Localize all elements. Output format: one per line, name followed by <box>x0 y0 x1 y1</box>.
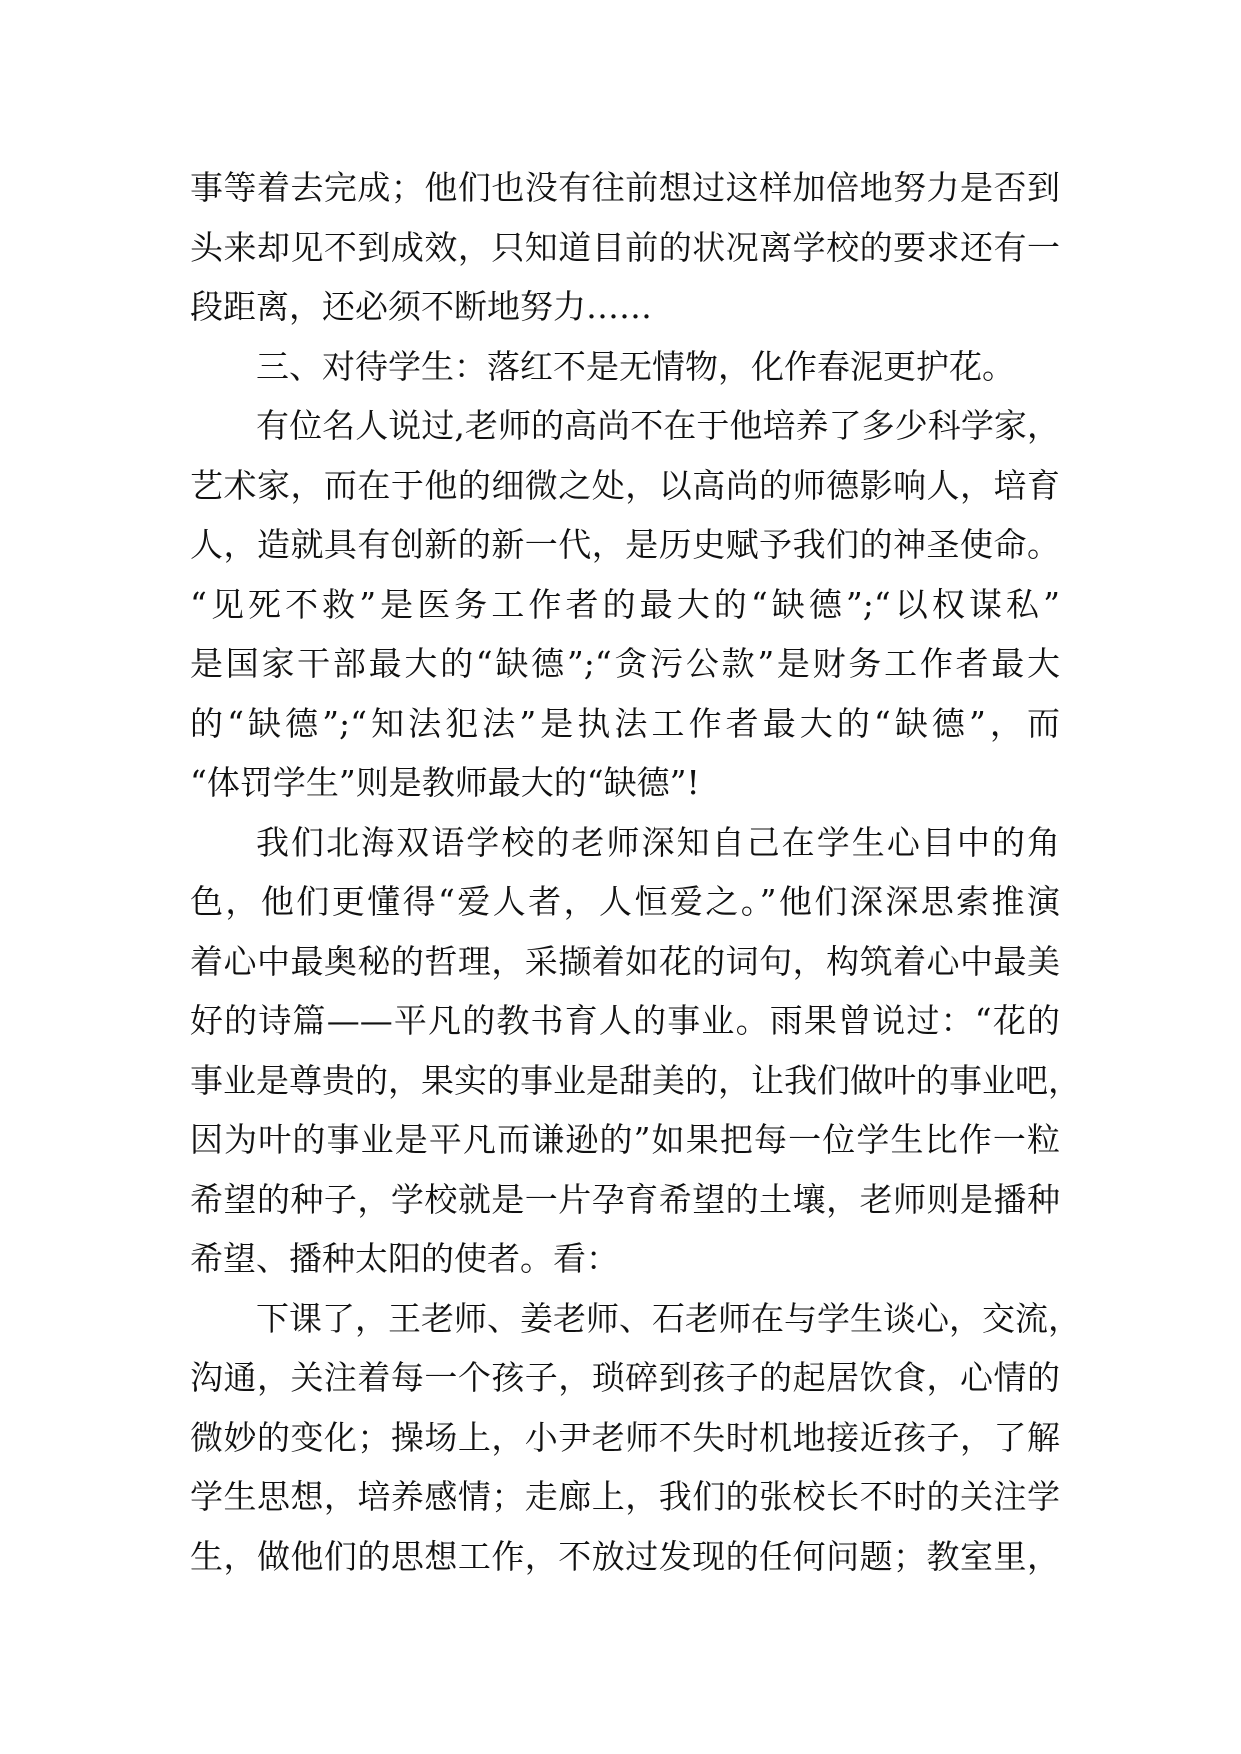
text-line: 是国家干部最大的“缺德”;“贪污公款”是财务工作者最大 <box>190 644 1060 683</box>
document-body <box>190 158 1081 1586</box>
text-line: 着心中最奥秘的哲理，采撷着如花的词句，构筑着心中最美 <box>190 941 1060 981</box>
paragraph <box>190 813 1081 1289</box>
text-line: 事等着去完成；他们也没有往前想过这样加倍地努力是否到 <box>190 168 1060 207</box>
text-line: 有位名人说过,老师的高尚不在于他培养了多少科学家， <box>256 406 1060 445</box>
text-line: 色，他们更懂得“爱人者，人恒爱之。”他们深深思索推演 <box>190 882 1060 921</box>
text-line: 生，做他们的思想工作，不放过发现的任何问题；教室里， <box>190 1536 1060 1576</box>
text-line: 因为叶的事业是平凡而谦逊的”如果把每一位学生比作一粒 <box>190 1120 1060 1159</box>
text-line: 头来却见不到成效，只知道目前的状况离学校的要求还有一 <box>190 227 1060 267</box>
text-line: “见死不救”是医务工作者的最大的“缺德”;“以权谋私” <box>190 584 1060 624</box>
text-line: 学生思想，培养感情；走廊上，我们的张校长不时的关注学 <box>190 1477 1060 1516</box>
paragraph <box>190 396 1060 813</box>
text-line: 段距离，还必须不断地努力…… <box>190 287 652 326</box>
text-line: 好的诗篇——平凡的教书育人的事业。雨果曾说过：“花的 <box>190 1001 1060 1040</box>
text-line: “体罚学生”则是教师最大的“缺德”! <box>190 763 700 802</box>
text-line: 沟通，关注着每一个孩子，琐碎到孩子的起居饮食，心情的 <box>190 1358 1060 1397</box>
text-line: 希望、播种太阳的使者。看： <box>190 1239 619 1278</box>
text-line: 下课了，王老师、姜老师、石老师在与学生谈心，交流， <box>256 1298 1081 1338</box>
text-line: 我们北海双语学校的老师深知自己在学生心目中的角 <box>256 822 1060 862</box>
heading-text: 三、对待学生：落红不是无情物，化作春泥更护花。 <box>256 346 1015 386</box>
text-line: 的“缺德”;“知法犯法”是执法工作者最大的“缺德”，而 <box>190 703 1060 743</box>
text-line: 艺术家，而在于他的细微之处，以高尚的师德影响人，培育 <box>190 465 1060 505</box>
section-heading <box>190 337 1060 397</box>
paragraph <box>190 158 1060 337</box>
text-line: 微妙的变化；操场上，小尹老师不失时机地接近孩子，了解 <box>190 1417 1060 1457</box>
text-line: 事业是尊贵的，果实的事业是甜美的，让我们做叶的事业吧， <box>190 1060 1081 1100</box>
text-line: 人，造就具有创新的新一代，是历史赋予我们的神圣使命。 <box>190 525 1060 564</box>
text-line: 希望的种子，学校就是一片孕育希望的土壤，老师则是播种 <box>190 1179 1060 1219</box>
paragraph <box>190 1289 1081 1587</box>
